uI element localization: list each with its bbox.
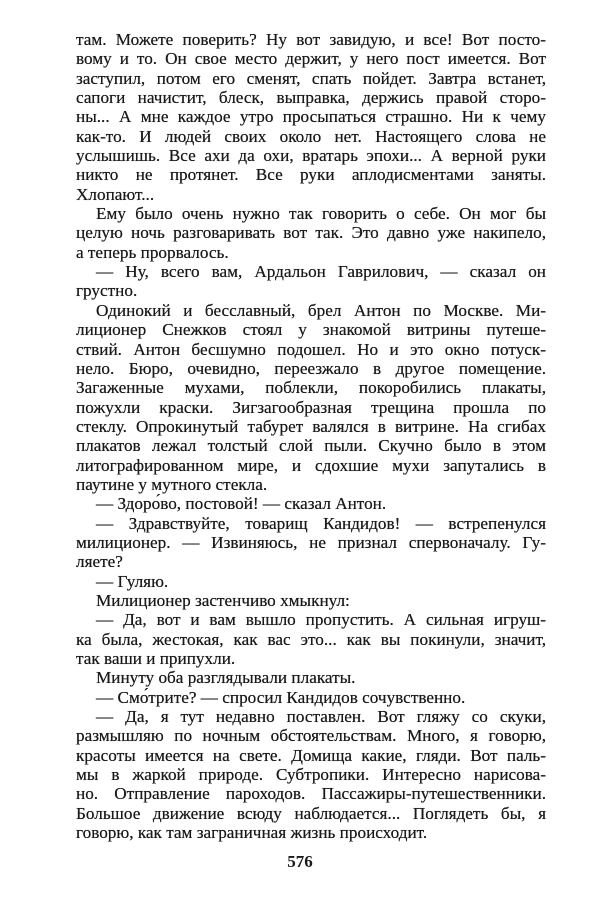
text-line: нело. Бюро, очевидно, переезжало в другое помещение.: [76, 358, 546, 378]
text-line: — Гуляю.: [96, 571, 169, 591]
text-line: — Ну, всего вам, Ардальон Гаврилович, — сказал он: [96, 262, 546, 282]
text-line: ны... А мне каждое утро просыпаться страшно. Ни к чему: [76, 107, 546, 127]
text-line: плакатов лежал толстый слой пыли. Скучно было в этом: [76, 436, 546, 456]
paragraph: [76, 514, 546, 572]
text-line: мы в жаркой природе. Субтропики. Интересно нарисова-: [76, 765, 546, 785]
text-line: литографированном мире, и сдохшие мухи запутались в: [76, 455, 546, 475]
text-line: как-то. И людей своих около нет. Настоящего слова не: [76, 126, 546, 146]
text-line: — Да, вот и вам вышло пропустить. А сильная игруш-: [96, 610, 546, 630]
text-line: ляете?: [76, 552, 123, 572]
text-line: говорю, как там заграничная жизнь происходит.: [76, 823, 428, 843]
text-line: Загаженные мухами, поблекли, покоробились плакаты,: [76, 378, 546, 398]
text-line: но. Отправление пароходов. Пассажиры-путешественники.: [76, 784, 546, 804]
text-line: Милиционер застенчиво хмыкнул:: [96, 590, 350, 610]
text-line: красоты имеется на свете. Домища какие, гляди. Вот паль-: [76, 745, 546, 765]
text-line: Большое движение всюду наблюдается... Поглядеть бы, я: [76, 803, 546, 823]
paragraph: [76, 301, 546, 494]
paragraph: [76, 668, 546, 687]
text-line: Хлопают...: [76, 184, 155, 204]
text-line: грустно.: [76, 281, 138, 301]
text-line: услышишь. Все ахи да охи, вратарь эпохи... А верной руки: [76, 146, 546, 166]
paragraph: [76, 610, 546, 668]
paragraph: [76, 688, 546, 707]
text-line: заступил, потом его сменят, спать пойдет. Завтра встанет,: [76, 68, 546, 88]
paragraph: [76, 204, 546, 262]
text-line: стеклу. Опрокинутый табурет валялся в витрине. На сгибах: [76, 416, 546, 436]
text-line: никто не протянет. Все руки аплодисментами заняты.: [76, 165, 546, 185]
book-page-text: [76, 30, 546, 842]
text-line: Ему было очень нужно так говорить о себе. Он мог бы: [96, 204, 546, 224]
text-line: — Да, я тут недавно поставлен. Вот гляжу со скуки,: [96, 707, 546, 727]
paragraph: [76, 30, 546, 204]
paragraph: [76, 494, 546, 513]
text-line: а теперь прорвалось.: [76, 242, 229, 262]
text-line: так ваши и припухли.: [76, 649, 236, 668]
text-line: — Здоро́во, постовой! — сказал Антон.: [96, 494, 387, 514]
paragraph: [76, 572, 546, 591]
text-line: Минуту оба разглядывали плакаты.: [96, 668, 356, 688]
text-line: там. Можете поверить? Ну вот завидую, и все! Вот посто-: [76, 30, 546, 49]
text-line: — Смо́трите? — спросил Кандидов сочувственно.: [96, 687, 466, 707]
paragraph: [76, 591, 546, 610]
paragraph: [76, 262, 546, 301]
text-line: размышляю по ночным обстоятельствам. Много, я говорю,: [76, 726, 546, 746]
text-line: лиционер Снежков стоял у знакомой витрины путеше-: [76, 320, 546, 340]
text-line: ствий. Антон бесшумно подошел. Но и это окно потуск-: [76, 339, 546, 359]
text-line: милиционер. — Извиняюсь, не признал спервоначалу. Гу-: [76, 532, 546, 552]
text-line: целую ночь разговаривать вот так. Это давно уже накипело,: [76, 223, 546, 243]
text-line: Одинокий и бесславный, брел Антон по Москве. Ми-: [96, 300, 546, 320]
text-line: ка была, жестокая, как вас это... как вы покинули, значит,: [76, 629, 546, 649]
text-line: пожухли краски. Зигзагообразная трещина прошла по: [76, 397, 546, 417]
page-number: 576: [287, 852, 313, 871]
paragraph: [76, 707, 546, 842]
text-line: — Здравствуйте, товарищ Кандидов! — встрепенулся: [96, 513, 546, 533]
text-line: сапоги начистит, блеск, выправка, держись правой сторо-: [76, 88, 546, 108]
text-line: вому и то. Он свое место держит, у него пост имеется. Вот: [76, 49, 546, 69]
text-line: паутине у мутного стекла.: [76, 474, 268, 494]
